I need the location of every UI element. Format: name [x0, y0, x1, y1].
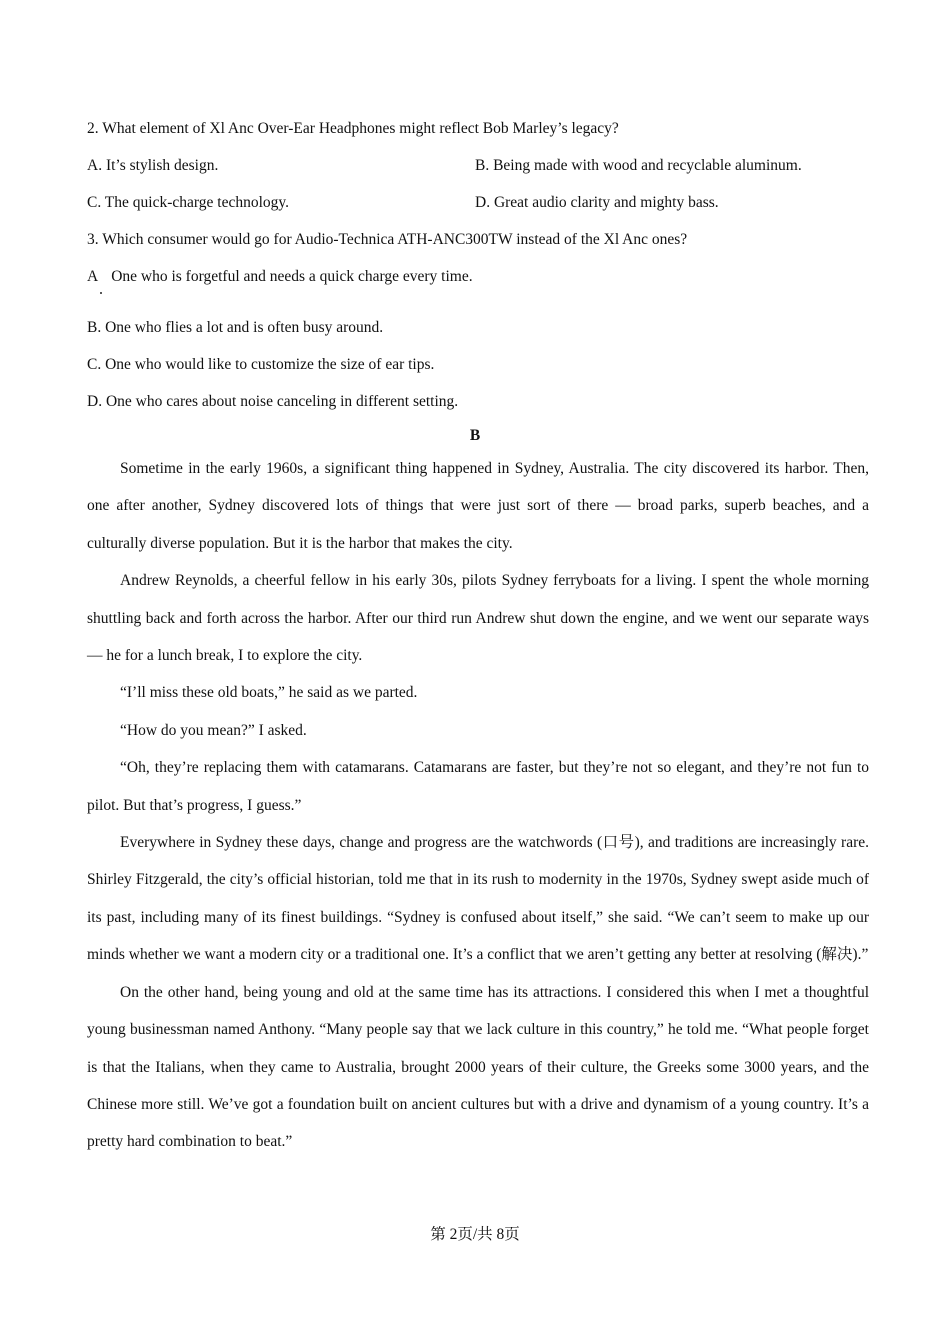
- passage-paragraph-3: “I’ll miss these old boats,” he said as we parted.: [120, 684, 418, 702]
- question-2-stem: 2. What element of Xl Anc Over-Ear Headphones might reflect Bob Marley’s legacy?: [87, 120, 619, 137]
- question-2-option-a: A. It’s stylish design.: [87, 157, 219, 174]
- passage-paragraph-7: On the other hand, being young and old at the same time has its attractions. I considered this when I met a thoughtful young businessman named Anthony. “Many people say that we lack culture in this country,” he told me. “What people forget is that the Italians, when they came to Australia, brought 2000 years of their culture, the Greeks some 3000 years, and the Chinese more still. We’ve got a foundation built on ancient cultures but with a drive and dynamism of a young country. It’s a pretty hard combination to beat.”: [87, 983, 869, 1151]
- stray-dot-mark: [100, 292, 102, 294]
- question-3-option-a-letter: A: [87, 268, 99, 285]
- section-heading: B: [469, 427, 481, 444]
- question-2-option-d: D. Great audio clarity and mighty bass.: [475, 194, 719, 211]
- question-2-option-c: C. The quick-charge technology.: [87, 194, 290, 211]
- question-3-option-b: B. One who flies a lot and is often busy around.: [87, 319, 384, 336]
- passage-paragraph-5: “Oh, they’re replacing them with catamarans. Catamarans are faster, but they’re not so elegant, and they’re not fun to pilot. But that’s progress, I guess.”: [87, 759, 869, 814]
- question-2-option-b: B. Being made with wood and recyclable aluminum.: [475, 157, 802, 174]
- question-3-stem: 3. Which consumer would go for Audio-Technica ATH-ANC300TW instead of the Xl Anc ones?: [87, 231, 688, 248]
- passage: [87, 450, 869, 1161]
- page-number-footer: 第 2页/共 8页: [430, 1226, 520, 1243]
- passage-paragraph-2: Andrew Reynolds, a cheerful fellow in his early 30s, pilots Sydney ferryboats for a living. I spent the whole morning shuttling back and forth across the harbor. After our third run Andrew shut down the engine, and we went our separate ways — he for a lunch break, I to explore the city.: [87, 572, 869, 665]
- question-3-option-d: D. One who cares about noise canceling in different setting.: [87, 393, 459, 410]
- passage-paragraph-6: Everywhere in Sydney these days, change and progress are the watchwords (口号), and traditions are increasingly rare. Shirley Fitzgerald, the city’s official historian, told me that in its rush to modernity in the 1970s, Sydney swept aside much of its past, including many of its finest buildings. “Sydney is confused about itself,” she said. “We can’t seem to make up our minds whether we want a modern city or a traditional one. It’s a conflict that we aren’t getting any better at resolving (解决).”: [87, 834, 869, 964]
- question-3-option-a: [87, 267, 473, 287]
- question-3-option-c: C. One who would like to customize the size of ear tips.: [87, 356, 435, 373]
- passage-paragraph-4: “How do you mean?” I asked.: [120, 721, 307, 739]
- question-3-option-a-text: One who is forgetful and needs a quick charge every time.: [111, 268, 473, 285]
- passage-paragraph-1: Sometime in the early 1960s, a significant thing happened in Sydney, Australia. The city discovered its harbor. Then, one after another, Sydney discovered lots of things that were just sort of there — broad parks, superb beaches, and a culturally diverse population. But it is the harbor that makes the city.: [87, 460, 869, 552]
